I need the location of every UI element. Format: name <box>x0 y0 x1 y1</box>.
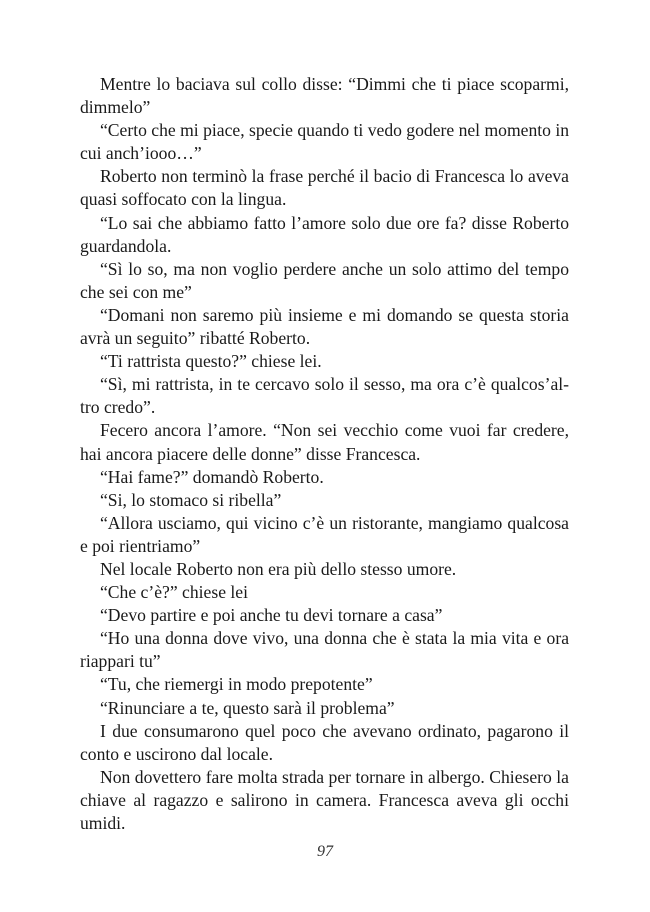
paragraph: “Lo sai che abbiamo fatto l’amore solo due ore fa? disse Roberto guardandola. <box>80 212 569 256</box>
paragraph: “Che c’è?” chiese lei <box>100 582 248 603</box>
page-number: 97 <box>317 843 333 860</box>
paragraph: “Sì, mi rattrista, in te cercavo solo il sesso, ma ora c’è qualcos’altro credo”. <box>80 374 569 418</box>
paragraph: Non dovettero fare molta strada per tornare in albergo. Chiesero la chiave al ragazzo e salirono in camera. Francesca aveva gli occhi umidi. <box>80 766 569 833</box>
paragraph: “Ho una donna dove vivo, una donna che è stata la mia vita e ora riappari tu” <box>80 628 569 672</box>
paragraph: “Sì lo so, ma non voglio perdere anche un solo attimo del tempo che sei con me” <box>80 258 569 302</box>
paragraph: Mentre lo baciava sul collo disse: “Dimmi che ti piace scoparmi, dimmelo” <box>80 74 569 118</box>
paragraph: “Certo che mi piace, specie quando ti vedo godere nel momento in cui anch’iooo…” <box>80 120 570 164</box>
paragraph: “Allora usciamo, qui vicino c’è un ristorante, mangiamo qualcosa e poi rientriamo” <box>80 512 569 556</box>
paragraph: “Rinunciare a te, questo sarà il problema” <box>100 697 395 718</box>
body-text <box>80 73 569 835</box>
paragraph: I due consumarono quel poco che avevano ordinato, pagarono il conto e uscirono dal locale. <box>80 720 569 764</box>
paragraph: “Si, lo stomaco si ribella” <box>100 489 282 510</box>
paragraph: Nel locale Roberto non era più dello stesso umore. <box>100 558 457 579</box>
paragraph: Roberto non terminò la frase perché il bacio di Francesca lo aveva quasi soffocato con la lingua. <box>80 166 569 210</box>
paragraph: “Tu, che riemergi in modo prepotente” <box>100 674 373 695</box>
paragraph: “Hai fame?” domandò Roberto. <box>100 466 324 487</box>
paragraph: “Ti rattrista questo?” chiese lei. <box>100 351 322 372</box>
paragraph: “Domani non saremo più insieme e mi domando se questa storia avrà un seguito” ribatté Roberto. <box>80 304 569 349</box>
paragraph: Fecero ancora l’amore. “Non sei vecchio come vuoi far credere, hai ancora piacere delle donne” disse Francesca. <box>80 420 569 464</box>
paragraph: “Devo partire e poi anche tu devi tornare a casa” <box>100 605 443 626</box>
